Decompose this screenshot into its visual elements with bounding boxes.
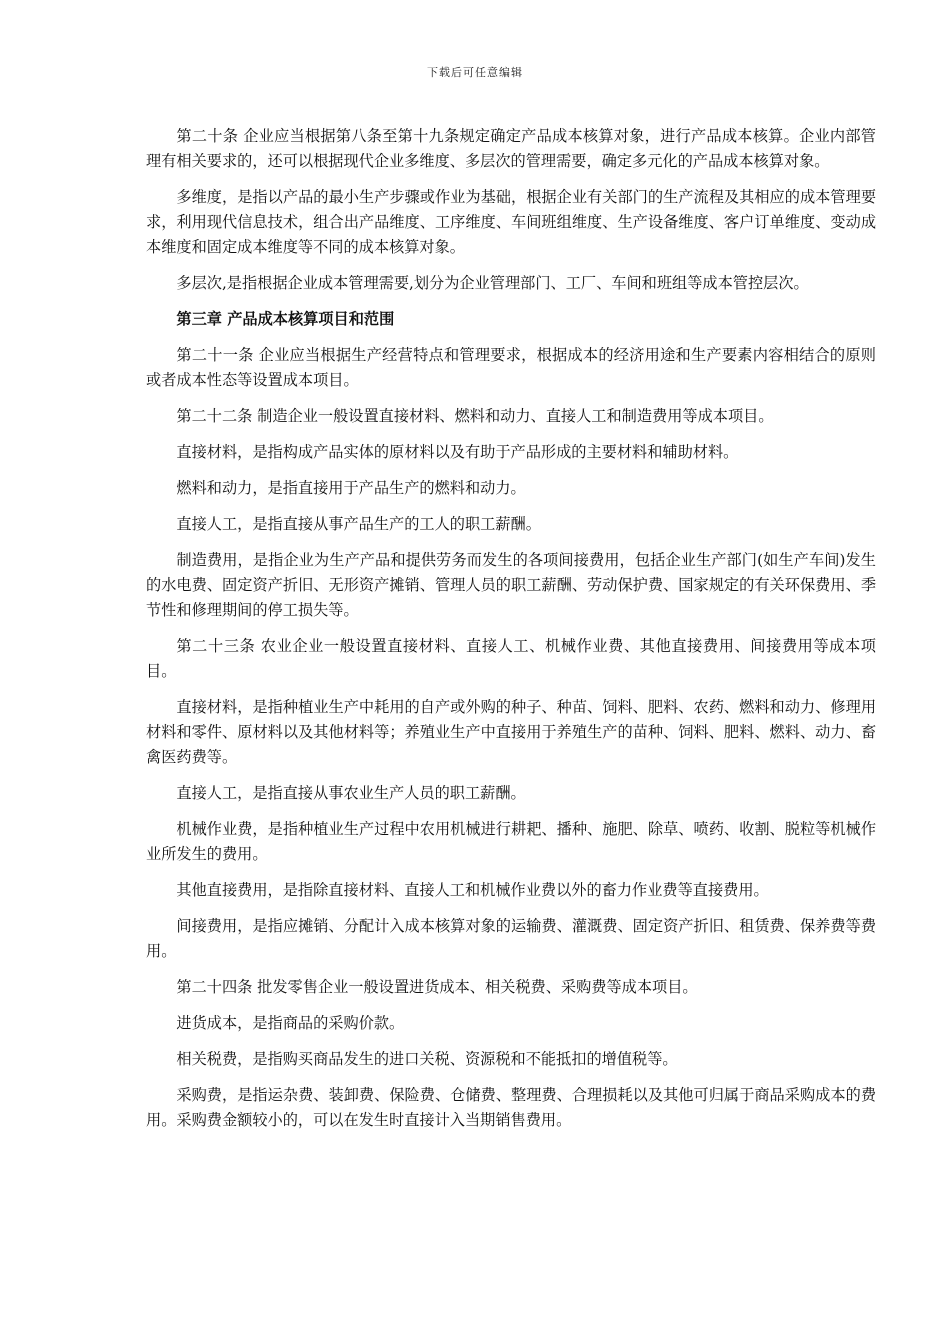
paragraph: 第二十三条 农业企业一般设置直接材料、直接人工、机械作业费、其他直接费用、间接费用等成本项目。 [146, 637, 876, 680]
chapter-heading: 第三章 产品成本核算项目和范围 [176, 310, 395, 328]
paragraph: 直接材料，是指构成产品实体的原材料以及有助于产品形成的主要材料和辅助材料。 [176, 443, 739, 461]
paragraph: 多层次,是指根据企业成本管理需要,划分为企业管理部门、工厂、车间和班组等成本管控层次。 [176, 274, 809, 292]
paragraph: 相关税费，是指购买商品发生的进口关税、资源税和不能抵扣的增值税等。 [176, 1050, 678, 1068]
paragraph: 其他直接费用，是指除直接材料、直接人工和机械作业费以外的畜力作业费等直接费用。 [176, 881, 769, 899]
paragraph: 采购费，是指运杂费、装卸费、保险费、仓储费、整理费、合理损耗以及其他可归属于商品采购成本的费用。采购费金额较小的，可以在发生时直接计入当期销售费用。 [146, 1086, 876, 1129]
paragraph: 间接费用，是指应摊销、分配计入成本核算对象的运输费、灌溉费、固定资产折旧、租赁费、保养费等费用。 [146, 917, 876, 960]
paragraph: 多维度，是指以产品的最小生产步骤或作业为基础，根据企业有关部门的生产流程及其相应的成本管理要求，利用现代信息技术，组合出产品维度、工序维度、车间班组维度、生产设备维度、客户订单维度、变动成本维度和固定成本维度等不同的成本核算对象。 [146, 188, 876, 256]
paragraph: 第二十一条 企业应当根据生产经营特点和管理要求，根据成本的经济用途和生产要素内容相结合的原则或者成本性态等设置成本项目。 [146, 346, 876, 389]
paragraph: 第二十四条 批发零售企业一般设置进货成本、相关税费、采购费等成本项目。 [176, 978, 698, 996]
document-body [146, 124, 876, 1144]
paragraph: 燃料和动力，是指直接用于产品生产的燃料和动力。 [176, 479, 526, 497]
paragraph: 第二十条 企业应当根据第八条至第十九条规定确定产品成本核算对象，进行产品成本核算。企业内部管理有相关要求的，还可以根据现代企业多维度、多层次的管理需要，确定多元化的产品成本核算对象。 [146, 127, 876, 170]
paragraph: 第二十二条 制造企业一般设置直接材料、燃料和动力、直接人工和制造费用等成本项目。 [176, 407, 774, 425]
paragraph: 直接材料，是指种植业生产中耗用的自产或外购的种子、种苗、饲料、肥料、农药、燃料和动力、修理用材料和零件、原材料以及其他材料等；养殖业生产中直接用于养殖生产的苗种、饲料、肥料、燃料、动力、畜禽医药费等。 [146, 698, 876, 766]
page-header: 下载后可任意编辑 [427, 66, 523, 79]
paragraph: 进货成本，是指商品的采购价款。 [176, 1014, 405, 1032]
paragraph: 直接人工，是指直接从事农业生产人员的职工薪酬。 [176, 784, 526, 802]
paragraph: 制造费用，是指企业为生产产品和提供劳务而发生的各项间接费用，包括企业生产部门(如生产车间)发生的水电费、固定资产折旧、无形资产摊销、管理人员的职工薪酬、劳动保护费、国家规定的有关环保费用、季节性和修理期间的停工损失等。 [146, 551, 876, 619]
paragraph: 机械作业费，是指种植业生产过程中农用机械进行耕耙、播种、施肥、除草、喷药、收割、脱粒等机械作业所发生的费用。 [146, 820, 876, 863]
paragraph: 直接人工，是指直接从事产品生产的工人的职工薪酬。 [176, 515, 541, 533]
